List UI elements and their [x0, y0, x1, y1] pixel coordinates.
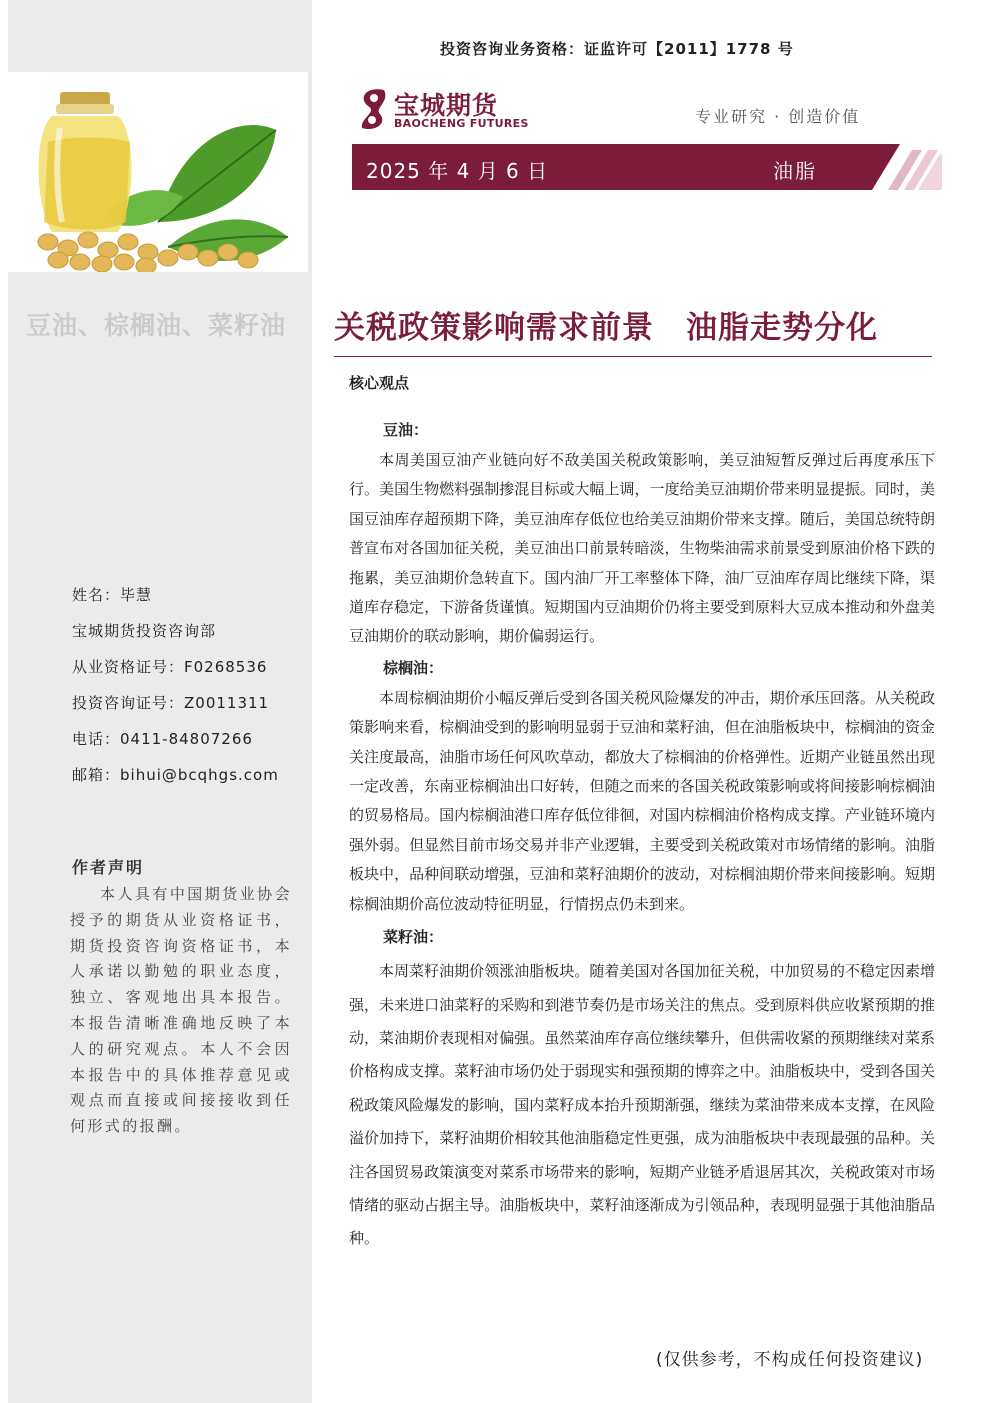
license-line: 投资咨询业务资格：证监许可【2011】1778 号	[440, 40, 794, 58]
report-date: 2025 年 4 月 6 日	[366, 159, 549, 183]
title-divider	[334, 356, 932, 357]
company-logo	[354, 84, 534, 134]
logo-english-name: BAOCHENG FUTURES	[394, 117, 529, 130]
section-heading-rapeseed-oil: 菜籽油：	[383, 928, 444, 947]
declaration-title: 作者声明	[72, 858, 145, 877]
consulting-number: 投资咨询证号：Z0011311	[72, 694, 270, 712]
logo-chinese-name: 宝城期货	[394, 91, 499, 120]
section-text-soybean-oil: 本周美国豆油产业链向好不敌美国关税政策影响，美豆油短暂反弹过后再度承压下行。美国生物燃料强制掺混目标或大幅上调，一度给美豆油期价带来明显提振。同时，美国豆油库存超预期下降，美豆油库存低位也给美豆油期价带来支撑。随后，美国总统特朗普宣布对各国加征关税，美豆油出口前景转暗淡，生物柴油需求前景受到原油价格下跌的拖累，美豆油期价急转直下。国内油厂开工率整体下降，油厂豆油库存周比继续下降，渠道库存稳定，下游备货谨慎。短期国内豆油期价仍将主要受到原料大豆成本推动和外盘美豆油期价的联动影响，期价偏弱运行。	[349, 451, 935, 646]
qualification-number: 从业资格证号：F0268536	[72, 658, 268, 676]
section-heading-palm-oil: 棕榈油：	[383, 658, 444, 677]
analyst-name: 姓名：毕慧	[72, 586, 153, 604]
hero-image-oil-soybeans	[8, 72, 308, 272]
core-view-label: 核心观点	[349, 374, 410, 392]
declaration-text: 本人具有中国期货业协会授予的期货从业资格证书，期货投资咨询资格证书，本人承诺以勤勉的职业态度，独立、客观地出具本报告。本报告清晰准确地反映了本人的研究观点。本人不会因本报告中的具体推荐意见或观点而直接或间接接收到任何形式的报酬。	[70, 885, 292, 1136]
report-body	[349, 414, 935, 1256]
phone-number: 电话：0411-84807266	[72, 730, 253, 748]
company-slogan: 专业研究 · 创造价值	[695, 107, 861, 126]
section-text-rapeseed-oil: 本周菜籽油期价领涨油脂板块。随着美国对各国加征关税，中加贸易的不稳定因素增强，未来进口油菜籽的采购和到港节奏仍是市场关注的焦点。受到原料供应收紧预期的推动，菜油期价表现相对偏强。虽然菜油库存高位继续攀升，但供需收紧的预期继续对菜系价格构成支撑。菜籽油市场仍处于弱现实和强预期的博弈之中。油脂板块中，受到各国关税政策风险爆发的影响，国内菜籽成本抬升预期渐强，继续为菜油带来成本支撑，在风险溢价加持下，菜籽油期价相较其他油脂稳定性更强，成为油脂板块中表现最强的品种。关注各国贸易政策演变对菜系市场带来的影响，短期产业链矛盾退居其次，关税政策对市场情绪的驱动占据主导。油脂板块中，菜籽油逐渐成为引领品种，表现明显强于其他油脂品种。	[349, 962, 935, 1248]
email-address: 邮箱：bihui@bcqhgs.com	[72, 766, 279, 784]
analyst-contact	[72, 584, 302, 800]
baocheng-logo-icon	[354, 84, 392, 132]
section-text-palm-oil: 本周棕榈油期价小幅反弹后受到各国关税风险爆发的冲击，期价承压回落。从关税政策影响来看，棕榈油受到的影响明显弱于豆油和菜籽油，但在油脂板块中，棕榈油的资金关注度最高，油脂市场任何风吹草动，都放大了棕榈油的价格弹性。近期产业链虽然出现一定改善，东南亚棕榈油出口好转，但随之而来的各国关税政策影响或将间接影响棕榈油的贸易格局。国内棕榈油港口库存低位徘徊，对国内棕榈油价格构成支撑。产业链环境内强外弱。但显然目前市场交易并非产业逻辑，主要受到关税政策对市场情绪的影响。油脂板块中，品种间联动增强，豆油和菜籽油期价的波动，对棕榈油期价带来间接影响。短期棕榈油期价高位波动特征明显，行情拐点仍未到来。	[349, 688, 935, 913]
report-title: 关税政策影响需求前景 油脂走势分化	[334, 310, 878, 346]
report-category: 油脂	[773, 159, 817, 183]
disclaimer: (仅供参考，不构成任何投资建议)	[656, 1350, 924, 1370]
sidebar-product-title: 豆油、棕榈油、菜籽油	[25, 311, 286, 340]
soybean-oil-illustration	[8, 72, 308, 272]
analyst-department: 宝城期货投资咨询部	[72, 622, 217, 640]
section-heading-soybean-oil: 豆油：	[383, 421, 429, 439]
